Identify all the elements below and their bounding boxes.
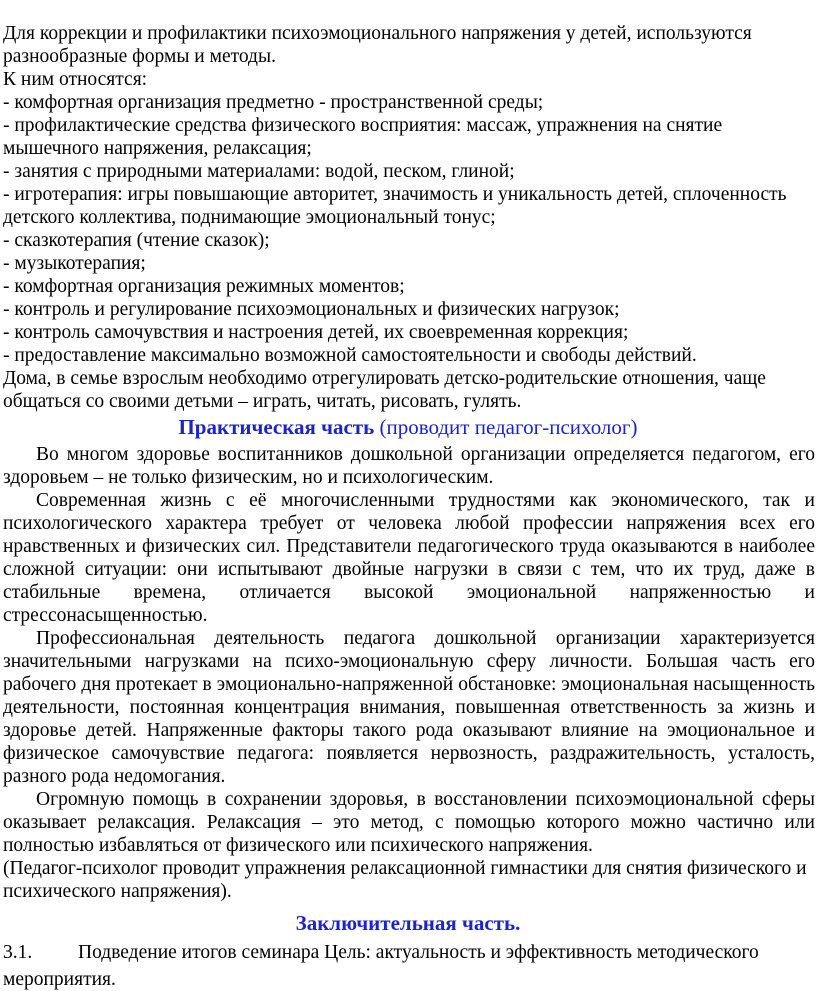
- note-paragraph: (Педагог-психолог проводит упражнения релаксационной гимнастики для снятия физического и психического напряжения).: [3, 858, 807, 902]
- intro-line: Дома, в семье взрослым необходимо отрегулировать детско-родительские отношения, чаще: [3, 368, 766, 389]
- paragraph: Профессиональная деятельность педагога дошкольной организации характеризуется значительными нагрузками на психо-эмоциональную сферу личности. Большая часть его рабочего дня протекает в эмоционально-напряженной обстановке: эмоциональная насыщенность деятельности, постоянная концентрация внимания, повышенная ответственность за жизнь и здоровье детей. Напряженные факторы такого рода оказывают влияние на эмоциональное и физическое самочувствие педагога: появляется нервозность, раздражительность, усталость, разного рода недомогания.: [3, 628, 815, 787]
- list-item: детского коллектива, поднимающие эмоциональный тонус;: [3, 207, 496, 228]
- list-item: - предоставление максимально возможной самостоятельности и свободы действий.: [3, 345, 697, 366]
- list-item: - контроль и регулирование психоэмоциональных и физических нагрузок;: [3, 299, 620, 320]
- final-item: [3, 941, 793, 964]
- intro-block: [0, 22, 816, 413]
- final-heading: Заключительная часть.: [295, 911, 521, 935]
- list-item: - контроль самочувствия и настроения детей, их своевременная коррекция;: [3, 322, 629, 343]
- intro-line: Для коррекции и профилактики психоэмоционального напряжения у детей, используются: [3, 23, 752, 44]
- intro-line: общаться со своими детьми – играть, читать, рисовать, гулять.: [3, 391, 522, 412]
- list-item: мышечного напряжения, релаксация;: [3, 138, 312, 159]
- practical-heading-note: (проводит педагог-психолог): [374, 415, 638, 439]
- list-item: - сказкотерапия (чтение сказок);: [3, 230, 270, 251]
- paragraph: Огромную помощь в сохранении здоровья, в восстановлении психоэмоциональной сферы оказывает релаксация. Релаксация – это метод, с помощью которого можно частично или полностью избавляться от физического или психического напряжения.: [3, 789, 815, 856]
- intro-line: К ним относятся:: [3, 69, 148, 90]
- intro-line: разнообразные формы и методы.: [3, 46, 276, 67]
- paragraph: Современная жизнь с её многочисленными трудностями как экономического, так и психологического характера требует от человека любой профессии напряжения всех его нравственных и физических сил. Представители педагогического труда оказываются в наиболее сложной ситуации: они испытывают двойные нагрузки в связи с тем, что их труд, даже в стабильные времена, отличается высокой эмоциональной напряженностью и стрессонасыщенностью.: [3, 490, 815, 626]
- list-item: - музыкотерапия;: [3, 253, 146, 274]
- list-item: - комфортная организация предметно - пространственной среды;: [3, 92, 544, 113]
- final-item-number: 3.1.: [3, 942, 33, 963]
- list-item: - игротерапия: игры повышающие авторитет, значимость и уникальность детей, сплоченность: [3, 184, 787, 205]
- paragraph: Во многом здоровье воспитанников дошкольной организации определяется педагогом, его здоровьем – не только физическим, но и психологическим.: [3, 444, 815, 488]
- list-item: - профилактические средства физического восприятия: массаж, упражнения на снятие: [3, 115, 723, 136]
- final-item-text: Подведение итогов семинара Цель: актуальность и эффективность методического: [78, 942, 759, 963]
- practical-heading: [0, 415, 816, 439]
- list-item: - занятия с природными материалами: водой, песком, глиной;: [3, 161, 515, 182]
- practical-heading-bold: Практическая часть: [178, 415, 375, 439]
- final-item-continuation: мероприятия.: [3, 969, 116, 990]
- list-item: - комфортная организация режимных моментов;: [3, 276, 405, 297]
